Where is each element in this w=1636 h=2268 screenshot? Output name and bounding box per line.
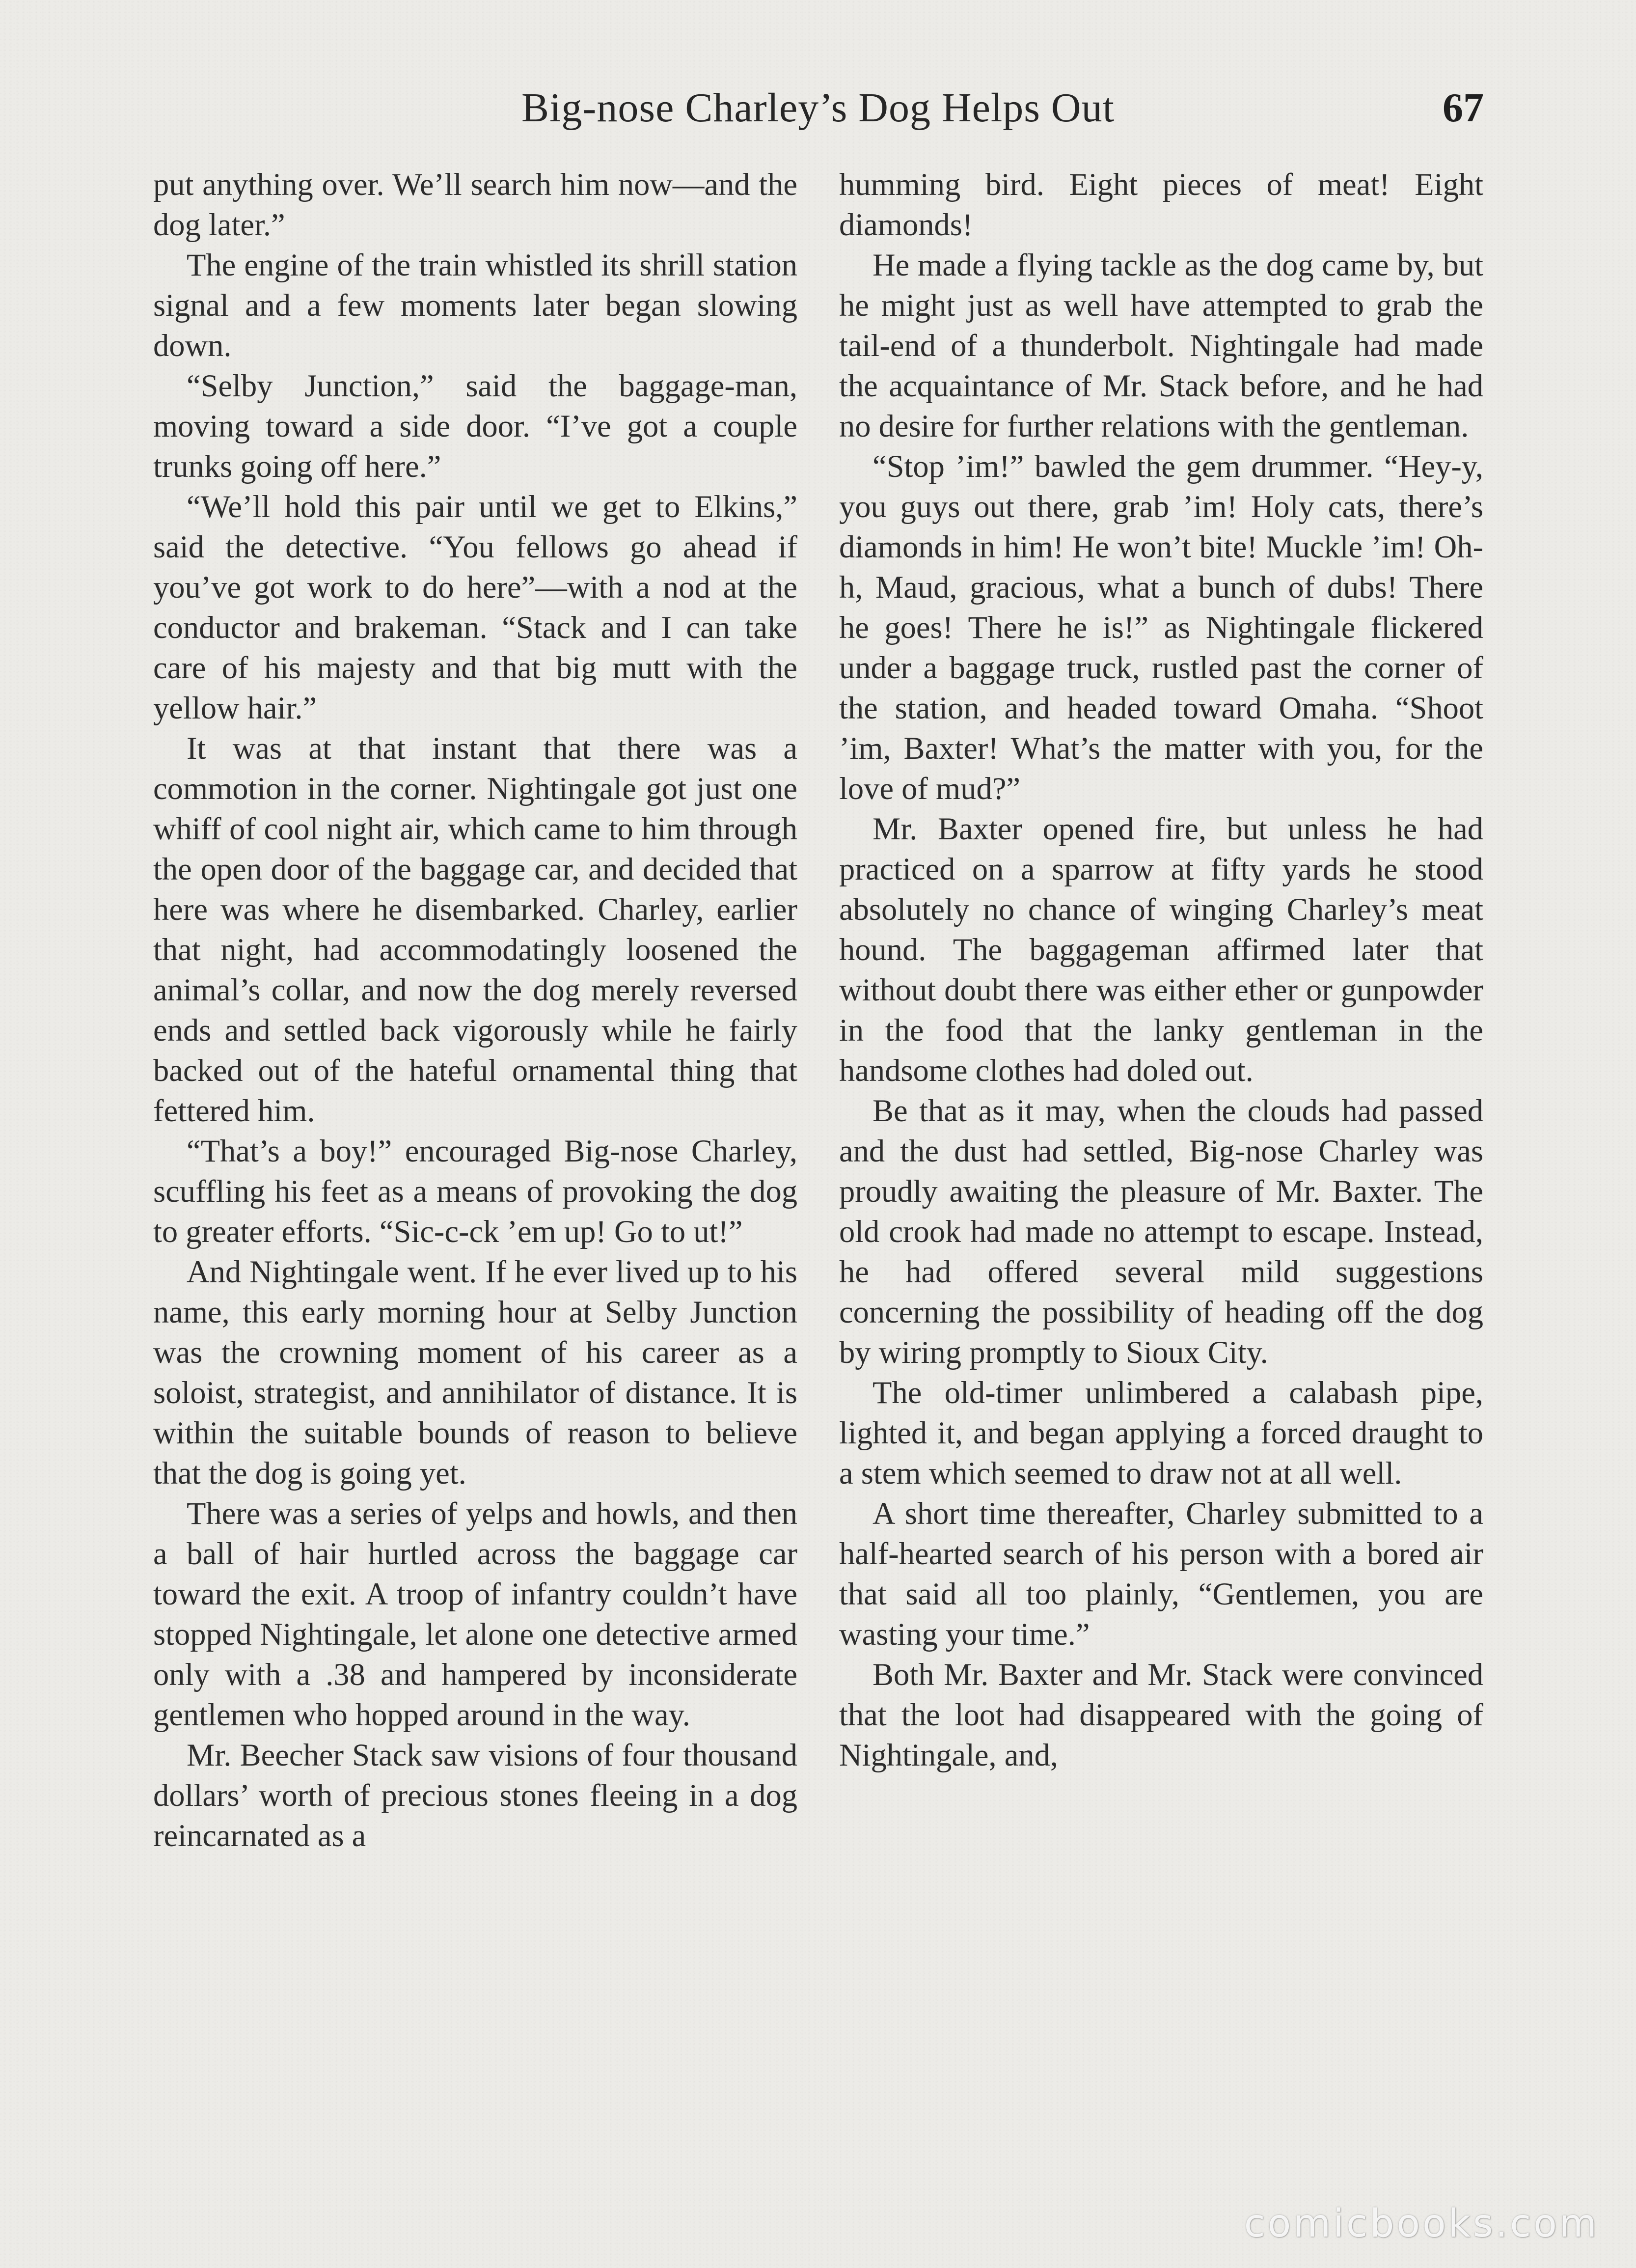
paragraph: Mr. Beecher Stack saw visions of four thousand dollars’ worth of precious stones fleeing in a dog reincarnated as a bbox=[153, 1738, 797, 1853]
paragraph: Mr. Baxter opened fire, but unless he had practiced on a sparrow at fifty yards he stood absolutely no chance of winging Charley’s meat hound. The baggageman affirmed later that without doubt there was either ether or gunpowder in the food that the lanky gentleman in the handsome clothes had doled out. bbox=[839, 811, 1483, 1088]
paragraph: The engine of the train whistled its shrill station signal and a few moments later began slowing down. bbox=[153, 248, 797, 363]
paragraph: He made a flying tackle as the dog came by, but he might just as well have attempted to grab the tail-end of a thunderbolt. Nightingale had made the acquaintance of Mr. Stack before, and he had no desire for further relations with the gentleman. bbox=[839, 248, 1483, 443]
paragraph: Both Mr. Baxter and Mr. Stack were convinced that the loot had disappeared with the going of Nightingale, and, bbox=[839, 1657, 1483, 1772]
running-title: Big-nose Charley’s Dog Helps Out bbox=[521, 85, 1115, 131]
watermark: comicbooks.com bbox=[1244, 2202, 1599, 2246]
paragraph: There was a series of yelps and howls, and then a ball of hair hurtled across the baggage car toward the exit. A troop of infantry couldn’t have stopped Nightingale, let alone one detective armed only with a .38 and hampered by inconsiderate gentlemen who hopped around in the way. bbox=[153, 1496, 797, 1732]
paragraph: A short time thereafter, Charley submitted to a half-hearted search of his person with a bored air that said all too plainly, “Gentlemen, you are wasting your time.” bbox=[839, 1496, 1483, 1652]
paragraph: “That’s a boy!” encouraged Big-nose Charley, scuffling his feet as a means of provoking the dog to greater efforts. “Sic-c-ck ’em up! Go to ut!” bbox=[153, 1134, 797, 1249]
paragraph: put anything over. We’ll search him now—and the dog later.” bbox=[153, 167, 797, 242]
running-head bbox=[152, 79, 1484, 138]
paragraph: “We’ll hold this pair until we get to Elkins,” said the detective. “You fellows go ahead if you’ve got work to do here”—with a nod at the conductor and brakeman. “Stack and I can take care of his majesty and that big mutt with the yellow hair.” bbox=[153, 489, 797, 725]
page-number: 67 bbox=[1443, 85, 1484, 131]
paragraph: It was at that instant that there was a commotion in the corner. Nightingale got just one whiff of cool night air, which came to him through the open door of the baggage car, and decided that here was where he disembarked. Charley, earlier that night, had accommodatingly loosened the animal’s collar, and now the dog merely reversed ends and settled back vigorously while he fairly backed out of the hateful ornamental thing that fettered him. bbox=[153, 731, 797, 1128]
paragraph: “Stop ’im!” bawled the gem drummer. “Hey-y, you guys out there, grab ’im! Holy cats, there’s diamonds in him! He won’t bite! Muckle ’im! Oh-h, Maud, gracious, what a bunch of dubs! There he goes! There he is!” as Nightingale flickered under a baggage truck, rustled past the corner of the station, and headed toward Omaha. “Shoot ’im, Baxter! What’s the matter with you, for the love of mud?” bbox=[839, 449, 1483, 806]
left-column bbox=[153, 165, 797, 1856]
paragraph: humming bird. Eight pieces of meat! Eight diamonds! bbox=[839, 167, 1483, 242]
right-column bbox=[839, 165, 1483, 1775]
paragraph: The old-timer unlimbered a calabash pipe, lighted it, and began applying a forced draught to a stem which seemed to draw not at all well. bbox=[839, 1375, 1483, 1491]
paragraph: And Nightingale went. If he ever lived up to his name, this early morning hour at Selby Junction was the crowning moment of his career as a soloist, strategist, and annihilator of distance. It is within the suitable bounds of reason to believe that the dog is going yet. bbox=[153, 1254, 797, 1491]
paragraph: “Selby Junction,” said the baggage-man, moving toward a side door. “I’ve got a couple trunks going off here.” bbox=[153, 368, 797, 484]
paragraph: Be that as it may, when the clouds had passed and the dust had settled, Big-nose Charley was proudly awaiting the pleasure of Mr. Baxter. The old crook had made no attempt to escape. Instead, he had offered several mild suggestions concerning the possibility of heading off the dog by wiring promptly to Sioux City. bbox=[839, 1093, 1483, 1370]
